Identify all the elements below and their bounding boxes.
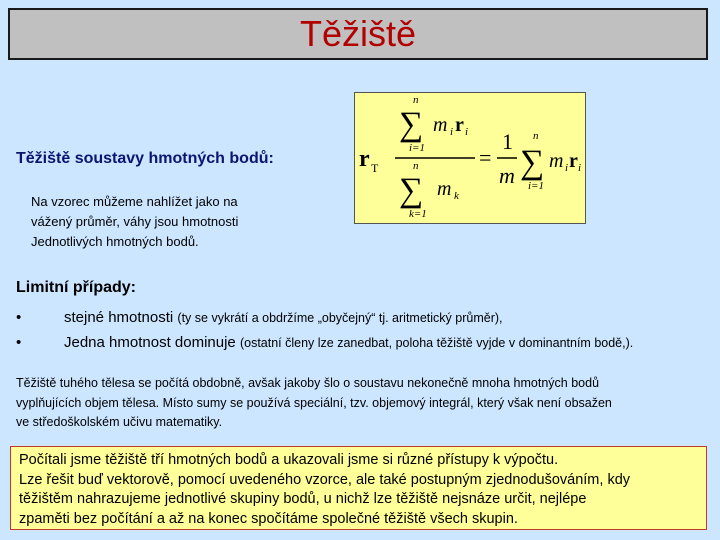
summary-box [10,446,707,530]
den-lower-limit: k=1 [409,208,427,220]
bullet-item [16,334,633,351]
summary-line: těžištěm nahrazujeme jednotlivé skupiny bodů, u nichž lze těžiště nejsnáze určit, nejlépe [19,491,587,507]
limit-cases-heading: Limitní případy: [16,279,136,296]
num-term-r: r [455,114,464,136]
section-subheading: Těžiště soustavy hmotných bodů: [16,150,274,167]
rhs-sum-symbol: ∑ [520,144,545,181]
bullet-main: Jedna hmotnost dominuje [64,334,236,351]
note-line: Na vzorec můžeme nahlížet jako na [31,194,238,209]
num-term-m: m [433,114,448,136]
rhs-term-r: r [569,150,578,172]
den-sum-symbol: ∑ [399,172,424,209]
bullet-item [16,309,503,326]
formula-box [354,92,586,224]
rhs-lower-limit: i=1 [528,180,544,192]
num-sum-symbol: ∑ [399,106,424,143]
summary-line: Lze řešit buď vektorově, pomocí uvedeného vzorce, ale také postupným zjednodušováním, kdy [19,471,631,488]
den-term-m: m [437,178,452,200]
formula-note [31,192,281,252]
summary-line: Počítali jsme těžiště tří hmotných bodů a ukazovali jsme si různé přístupy k výpočtu. [19,452,559,468]
num-upper-limit: n [413,94,419,106]
rhs-term-m: m [549,150,564,172]
bullet-detail: (ostatní členy lze zanedbat, poloha těžiště vyjde v dominantním bodě,). [239,336,634,350]
rigid-body-paragraph [16,374,706,433]
page-title: Těžiště [299,13,417,54]
formula-lhs: r [359,146,370,172]
rhs-term-r-sub: i [578,162,582,174]
frac-numerator: 1 [502,129,513,154]
num-lower-limit: i=1 [409,142,425,154]
note-line: vážený průměr, váhy jsou hmotnosti [31,214,239,229]
equals-sign: = [479,145,492,170]
den-term-m-sub: k [454,190,459,202]
center-of-mass-formula [355,93,585,223]
summary-line: zpaměti bez počítání a až na konec spočítáme společné těžiště všech skupin. [19,510,518,527]
note-line: Jednotlivých hmotných bodů. [31,234,199,249]
bullet-symbol: • [16,334,22,351]
paragraph-line: ve středoškolském učivu matematiky. [16,415,223,429]
den-upper-limit: n [413,160,419,172]
bullet-symbol: • [16,309,22,326]
rhs-upper-limit: n [533,130,539,142]
num-term-r-sub: i [465,126,469,138]
formula-lhs-sub: T [371,161,379,175]
title-bar [8,8,708,60]
paragraph-line: vyplňujících objem tělesa. Místo sumy se používá speciální, tzv. objemový integrál, který však není obsažen [16,395,612,410]
paragraph-line: Těžiště tuhého tělesa se počítá obdobně, avšak jakoby šlo o soustavu nekonečně mnoha hmotných bodů [16,376,600,390]
bullet-main: stejné hmotnosti [64,309,174,326]
num-term-m-sub: i [450,126,454,138]
bullet-detail: (ty se vykrátí a obdržíme „obyčejný“ tj. aritmetický průměr), [177,311,503,325]
rhs-term-m-sub: i [565,162,569,174]
frac-denominator: m [499,163,515,188]
